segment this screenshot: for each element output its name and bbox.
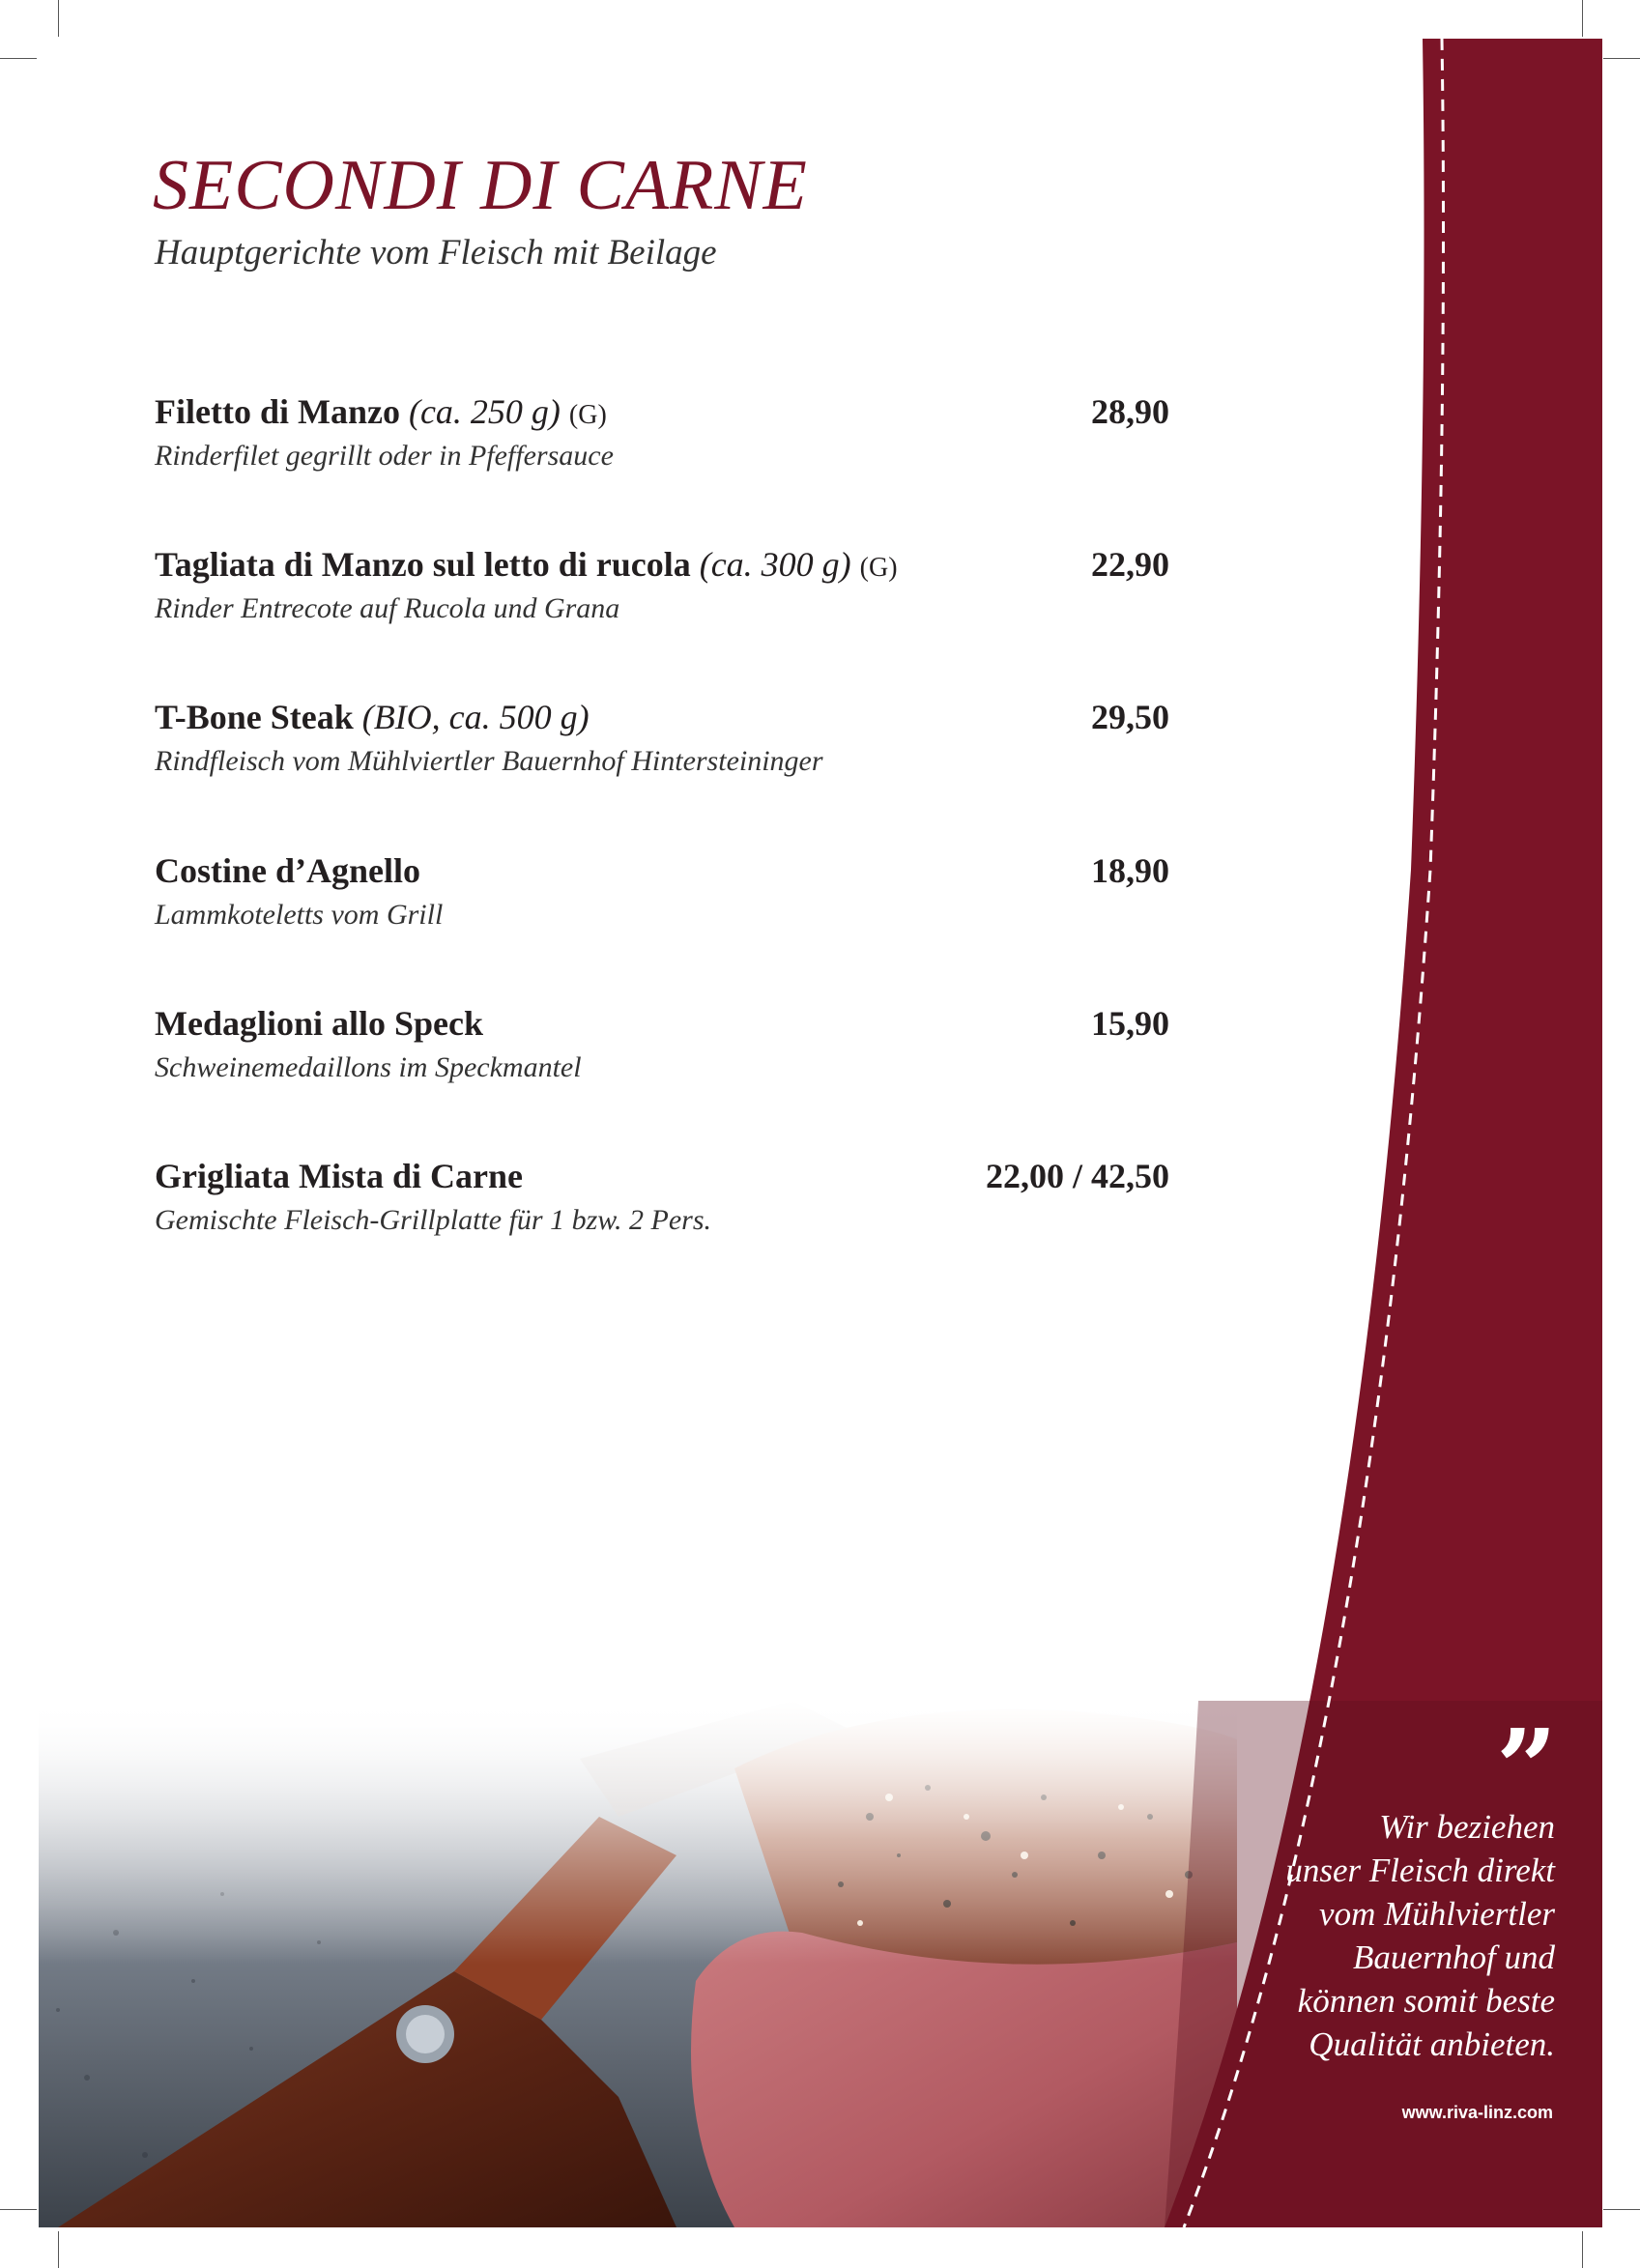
menu-item	[155, 850, 1169, 957]
page-subtitle: Hauptgerichte vom Fleisch mit Beilage	[155, 233, 717, 273]
item-price: 22,00 / 42,50	[985, 1157, 1169, 1195]
quote-mark-icon: ”	[1496, 1706, 1558, 1830]
item-allergen: (G)	[568, 400, 607, 430]
item-description: Rinder Entrecote auf Rucola und Grana	[155, 592, 620, 624]
item-price: 15,90	[1091, 1004, 1169, 1043]
quote-line: vom Mühlviertler	[1319, 1895, 1555, 1933]
menu-item	[155, 1003, 1169, 1109]
item-price: 22,90	[1091, 545, 1169, 584]
item-weight: (ca. 300 g)	[699, 545, 851, 584]
menu-item	[155, 1156, 1169, 1262]
item-description: Gemischte Fleisch-Grillplatte für 1 bzw. 2 Pers.	[155, 1204, 712, 1236]
item-weight: (BIO, ca. 500 g)	[361, 698, 590, 736]
quote-line: Qualität anbieten.	[1309, 2025, 1555, 2063]
item-name: Grigliata Mista di Carne	[155, 1157, 523, 1195]
item-weight: (ca. 250 g)	[408, 392, 561, 431]
item-name: Tagliata di Manzo sul letto di rucola	[155, 545, 691, 584]
menu-item	[155, 697, 1169, 803]
page-title: SECONDI DI CARNE	[153, 146, 808, 225]
quote-line: Bauernhof und	[1352, 1938, 1555, 1976]
item-name: T-Bone Steak	[155, 698, 354, 736]
item-description: Rindfleisch vom Mühlviertler Bauernhof Hintersteininger	[155, 745, 823, 777]
item-description: Lammkoteletts vom Grill	[155, 899, 444, 931]
item-description: Schweinemedaillons im Speckmantel	[155, 1051, 582, 1083]
item-allergen: (G)	[859, 553, 898, 583]
menu-item	[155, 391, 1169, 498]
item-name: Filetto di Manzo	[155, 392, 400, 431]
item-description: Rinderfilet gegrillt oder in Pfeffersauce	[155, 440, 614, 472]
item-price: 28,90	[1091, 392, 1169, 431]
item-price: 18,90	[1091, 851, 1169, 890]
website-link[interactable]: www.riva-linz.com	[1401, 2103, 1553, 2122]
quote-line: können somit beste	[1297, 1982, 1555, 2020]
quote-line: Wir beziehen	[1379, 1808, 1555, 1846]
item-price: 29,50	[1091, 698, 1169, 736]
quote-line: unser Fleisch direkt	[1285, 1852, 1555, 1889]
item-name: Medaglioni allo Speck	[155, 1004, 484, 1043]
quote-text	[1207, 1805, 1555, 2066]
item-name: Costine d’Agnello	[155, 851, 421, 890]
menu-item	[155, 544, 1169, 650]
